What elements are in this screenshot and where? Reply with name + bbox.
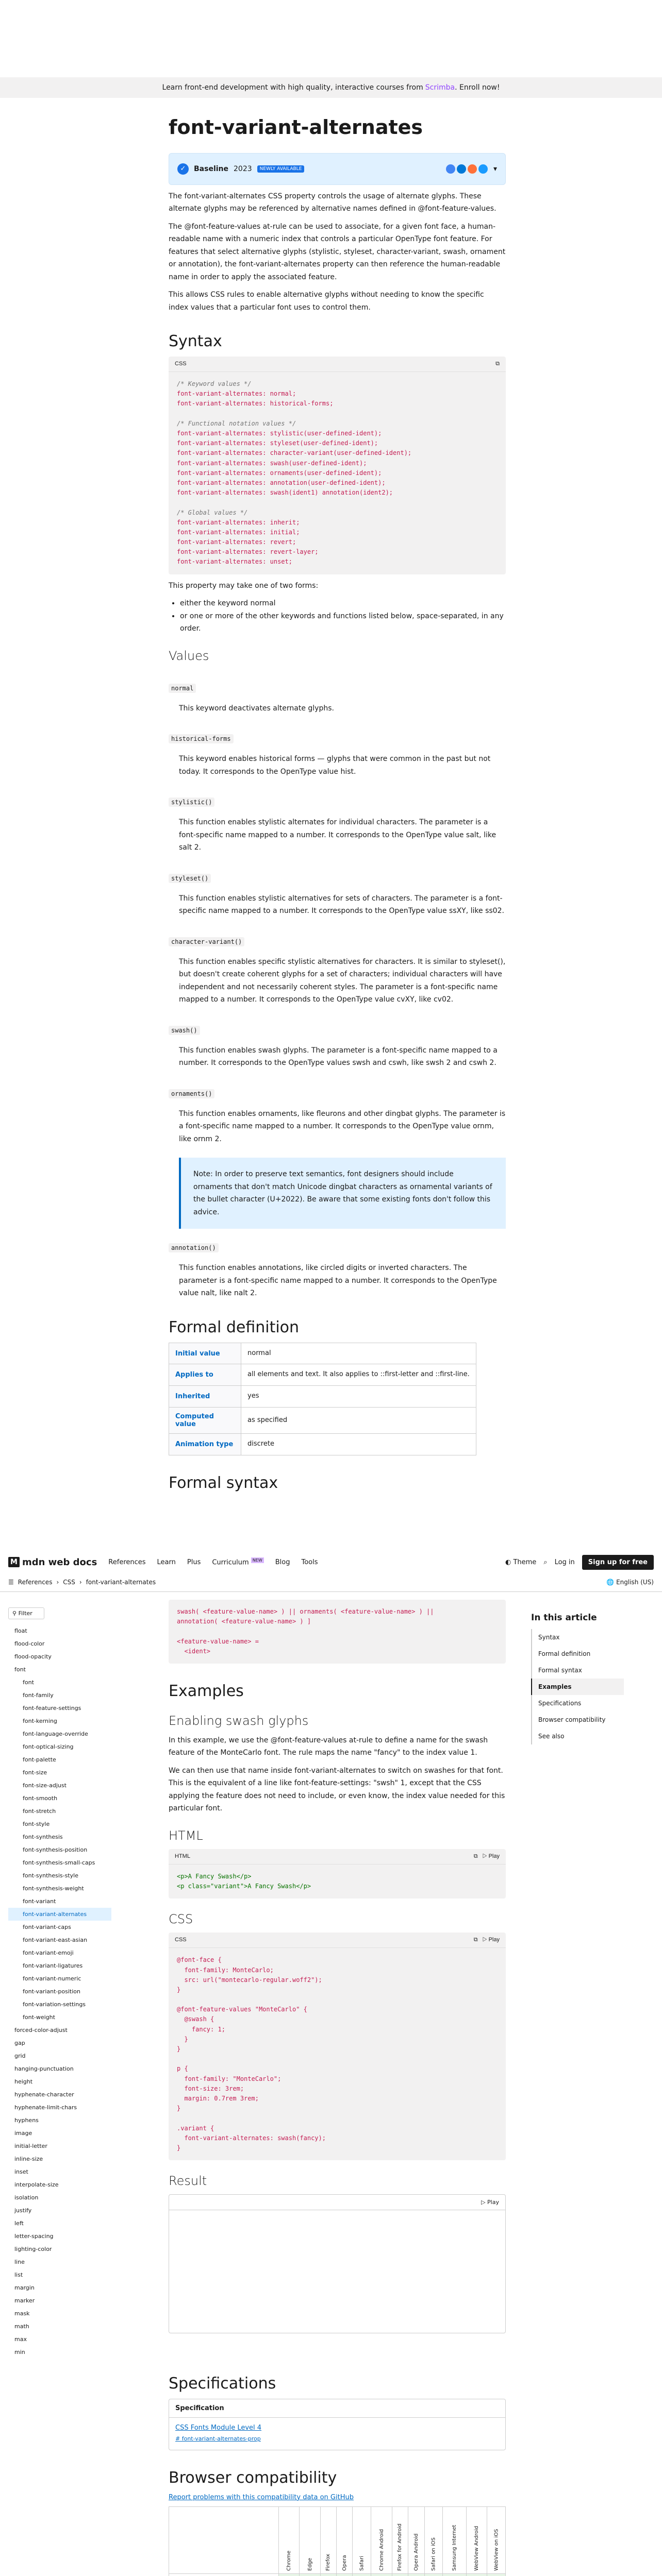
value-term: normal — [169, 684, 196, 693]
code-line: font-variant-alternates: character-variant(user-defined-ident); — [177, 449, 412, 457]
sidebar-item[interactable]: font-variant-alternates — [8, 1908, 111, 1921]
code-line: font-variant-alternates: styleset(user-defined-ident); — [177, 439, 378, 447]
forms-item: • or one or more of the other keywords and functions listed below, space-separated, in any order. — [180, 610, 506, 635]
compat-browser: WebView Android — [466, 2506, 487, 2573]
crumb-css[interactable]: CSS — [63, 1579, 75, 1586]
code-line — [177, 409, 498, 419]
annotation-value — [169, 1229, 506, 1300]
sidebar-item[interactable]: font-variant-emoji — [23, 1950, 74, 1956]
promo-banner — [0, 77, 662, 98]
sidebar-filter-input[interactable]: ⚲ Filter — [8, 1607, 44, 1619]
table-of-contents — [531, 1613, 624, 1744]
sidebar-item[interactable]: font-synthesis-style — [23, 1872, 78, 1879]
toc-list — [531, 1629, 624, 1744]
fd-key[interactable]: Applies to — [169, 1364, 241, 1386]
compat-browser: Safari — [353, 2506, 371, 2573]
code-line: font-variant-alternates: historical-forms; — [177, 400, 334, 408]
nav-tools[interactable]: Tools — [301, 1558, 318, 1566]
value-desc: This keyword deactivates alternate glyphs. — [179, 704, 334, 713]
sidebar-toggle-icon[interactable]: ☰ — [8, 1579, 14, 1586]
crumb-current[interactable]: font-variant-alternates — [86, 1579, 156, 1586]
nav-learn[interactable]: Learn — [157, 1558, 176, 1566]
compat-corner — [169, 2506, 279, 2573]
sidebar-list — [8, 1624, 111, 2359]
sidebar-item[interactable]: font-synthesis — [23, 1834, 63, 1840]
top-nav — [0, 1551, 662, 1573]
browser-icons — [446, 164, 497, 174]
value-item — [169, 923, 506, 1006]
code-line: } — [177, 2035, 188, 2043]
formal-syntax-code — [169, 1600, 506, 1664]
formal-definition-heading: Formal definition — [169, 1318, 300, 1336]
code-line: font-variant-alternates: swash(fancy); — [177, 2134, 326, 2142]
code-line: } — [177, 2045, 181, 2053]
formal-definition-table — [169, 1343, 476, 1455]
formal-syntax-body — [169, 1600, 506, 1664]
check-icon: ✓ — [177, 163, 189, 175]
search-icon[interactable]: ⌕ — [543, 1558, 548, 1566]
toc-item[interactable]: Syntax — [531, 1629, 624, 1646]
sidebar-item[interactable]: font-weight — [23, 2014, 55, 2021]
mdn-logo[interactable]: M mdn web docs — [8, 1557, 97, 1568]
syntax-code-body — [169, 372, 506, 574]
play-button[interactable]: ⧉ ▷ Play — [473, 1937, 500, 1943]
compat-browser: Chrome — [278, 2506, 300, 2573]
sidebar-item[interactable]: font-variant — [23, 1898, 56, 1905]
fd-key[interactable]: Computed value — [169, 1408, 241, 1434]
specs-col: Specification — [169, 2399, 505, 2418]
value-item — [169, 859, 506, 918]
banner-link[interactable]: Scrimba — [425, 83, 455, 92]
site-header — [0, 1551, 662, 1592]
login-link[interactable]: Log in — [554, 1558, 575, 1566]
sidebar-item[interactable]: hyphens — [14, 2117, 39, 2124]
value-term: stylistic() — [169, 798, 214, 807]
html-code: HTML ⧉ ▷ Play <p>A Fancy Swash</p> <p class="variant">A Fancy Swash</p> — [169, 1849, 506, 1899]
syntax-heading: Syntax — [169, 332, 222, 351]
result-heading: Result — [169, 2174, 207, 2189]
value-desc: This keyword enables historical forms — glyphs that were common in the past but not today. It corresponds to the OpenType value hist. — [179, 755, 491, 776]
sidebar-item[interactable]: font-feature-settings — [23, 1705, 81, 1711]
sidebar-item[interactable]: font-variation-settings — [23, 2001, 86, 2008]
code-line — [177, 1626, 498, 1636]
nav-plus[interactable]: Plus — [187, 1558, 201, 1566]
compat-browser: Firefox for Android — [392, 2506, 408, 2573]
code-line: <ident> — [177, 1647, 211, 1655]
fd-key[interactable]: Initial value — [169, 1343, 241, 1364]
compat-cell[interactable] — [424, 2573, 443, 2576]
sidebar-item[interactable]: font-variant-east-asian — [23, 1937, 88, 1943]
toc-item[interactable]: Browser compatibility — [531, 1711, 624, 1728]
baseline-label: Baseline — [194, 164, 229, 173]
sidebar-item[interactable]: isolation — [14, 2194, 39, 2201]
toc-item[interactable]: See also — [531, 1728, 624, 1744]
sidebar-item[interactable]: mask — [14, 2310, 30, 2317]
value-term: annotation() — [169, 1243, 219, 1252]
value-item — [169, 783, 506, 854]
nav-curriculum[interactable]: Curriculum $^{NEW}$ — [212, 1558, 263, 1566]
code-lang: CSS — [175, 361, 187, 367]
code-line: swash( <feature-value-name> ) || ornaments( <feature-value-name> ) || — [177, 1608, 434, 1615]
fd-key[interactable]: Inherited — [169, 1386, 241, 1408]
forms-item: • either the keyword normal — [180, 597, 506, 610]
sidebar-item[interactable]: hanging-punctuation — [14, 2065, 74, 2072]
sidebar-item[interactable]: math — [14, 2323, 29, 2330]
fd-row — [169, 1343, 476, 1364]
chrome-icon — [446, 164, 455, 174]
examples-p1: In this example, we use the @font-feature-values at-rule to define a name for the swash feature of the MonteCarlo font. The rule maps the name "fancy" to the index value 1. — [169, 1736, 488, 1757]
toc-item[interactable]: Specifications — [531, 1695, 624, 1711]
play-button[interactable]: ▷ Play — [481, 2199, 499, 2206]
value-item — [169, 669, 506, 715]
code-line: <p class="variant">A Fancy Swash</p> — [177, 1883, 311, 1890]
formal-syntax-heading: Formal syntax — [169, 1473, 278, 1492]
value-desc: This function enables stylistic alternates for individual characters. The parameter is a font-specific name mapped to a number. It corresponds to the OpenType value salt, like salt 2. — [179, 818, 496, 852]
language-select[interactable]: 🌐 English (US) — [606, 1579, 654, 1586]
sidebar-item[interactable]: font-stretch — [23, 1808, 56, 1815]
value-term-wrap — [169, 923, 506, 951]
intro-3: This allows CSS rules to enable alternative glyphs without needing to know the specific index values that a particular font uses to control them. — [169, 291, 484, 312]
examples-heading: Examples — [169, 1682, 244, 1700]
fd-key[interactable]: Animation type — [169, 1434, 241, 1455]
values-heading: Values — [169, 648, 209, 663]
value-term: historical-forms — [169, 734, 234, 743]
sidebar-item[interactable]: gap — [14, 2040, 25, 2046]
spec-link[interactable]: CSS Fonts Module Level 4 — [175, 2424, 262, 2432]
fd-row — [169, 1386, 476, 1408]
sidebar-item[interactable]: letter-spacing — [14, 2233, 54, 2240]
toc-item[interactable]: Examples — [531, 1679, 624, 1695]
code-line: font-variant-alternates: swash(user-defined-ident); — [177, 459, 367, 467]
value-desc: This function enables ornaments, like fleurons and other dingbat glyphs. The parameter is a font-specific name mapped to a number. It corresponds to the OpenType value ornm, like ornm 2. — [179, 1109, 506, 1143]
code-line: /* Keyword values */ — [177, 380, 252, 388]
sidebar-item[interactable]: font-synthesis-weight — [23, 1885, 84, 1892]
sidebar-item[interactable]: left — [14, 2220, 24, 2227]
main-content-top — [169, 116, 506, 1498]
compat-browser: Edge — [300, 2506, 321, 2573]
theme-toggle[interactable]: ◐ Theme — [505, 1558, 537, 1566]
specs-table — [169, 2399, 506, 2450]
sidebar-item[interactable]: font-variant-numeric — [23, 1975, 81, 1982]
sidebar-item[interactable]: hyphenate-character — [14, 2091, 74, 2098]
sidebar-item[interactable]: forced-color-adjust — [14, 2027, 68, 2033]
code-line: annotation( <feature-value-name> ) ] — [177, 1618, 311, 1625]
sidebar-item[interactable]: font-family — [23, 1692, 54, 1699]
play-button[interactable]: ⧉ ▷ Play — [473, 1853, 500, 1859]
sidebar-item[interactable]: font — [14, 1666, 26, 1673]
compat-browser: Chrome Android — [371, 2506, 392, 2573]
fd-row — [169, 1364, 476, 1386]
toc-title: In this article — [531, 1613, 597, 1623]
syntax-code — [169, 357, 506, 574]
compat-feature[interactable] — [169, 2573, 279, 2576]
forms-intro: This property may take one of two forms: — [169, 581, 319, 590]
value-item — [169, 1075, 506, 1146]
sidebar-item[interactable]: flood-color — [14, 1640, 45, 1647]
banner-suffix: . Enroll now! — [455, 83, 500, 92]
sidebar-item[interactable]: lighting-color — [14, 2246, 52, 2252]
code-line: @swash { — [177, 2015, 214, 2023]
code-line: font-variant-alternates: inherit; — [177, 518, 300, 526]
spec-anchor[interactable]: # font-variant-alternates-prop — [175, 2435, 261, 2442]
fd-value: normal — [241, 1343, 476, 1364]
code-line: font-family: "MonteCarlo"; — [177, 2075, 282, 2082]
nav-blog[interactable]: Blog — [275, 1558, 290, 1566]
code-line: font-variant-alternates: stylistic(user-defined-ident); — [177, 430, 382, 437]
code-line: } — [177, 1986, 181, 1993]
values-list — [169, 669, 506, 1146]
value-desc: This function enables swash glyphs. The parameter is a font-specific name mapped to a number. It corresponds to the OpenType values swsh and cswh, like swsh 2 and cswh 2. — [179, 1046, 498, 1067]
copy-icon[interactable]: ⧉ — [495, 361, 500, 367]
compat-cell[interactable] — [337, 2573, 353, 2576]
value-item — [169, 1011, 506, 1070]
value-term-wrap — [169, 720, 506, 748]
value-term: ornaments() — [169, 1089, 214, 1098]
breadcrumb: ☰ References › CSS › font-variant-alternates 🌐 English (US) — [8, 1579, 654, 1586]
sidebar-item[interactable]: font-size-adjust — [23, 1782, 67, 1789]
html-heading: HTML — [169, 1828, 203, 1843]
compat-browser: Opera Android — [408, 2506, 424, 2573]
code-line: font-variant-alternates: unset; — [177, 558, 292, 566]
sidebar-item[interactable]: list — [14, 2272, 23, 2278]
compat-header-row — [169, 2506, 506, 2573]
safari-icon — [478, 164, 488, 174]
code-line: } — [177, 2144, 181, 2151]
css-code-body — [169, 1948, 506, 2160]
sidebar — [8, 1607, 111, 2359]
compat-cell[interactable] — [320, 2573, 336, 2576]
fd-value: as specified — [241, 1408, 476, 1434]
value-term-wrap — [169, 1075, 506, 1103]
fd-value: all elements and text. It also applies to ::first-letter and ::first-line. — [241, 1364, 476, 1386]
intro-2: The @font-feature-values at-rule can be used to associate, for a given font face, a human-readable name with a numeric index that controls a particular OpenType font feature. For features that select alternative glyphs (stylistic, styleset, character-variant, swash, ornament or annotation), the font-variant-alternates property can then reference the human-readable name in order to apply the associated feature. — [169, 222, 506, 281]
sidebar-item[interactable]: min — [14, 2349, 25, 2355]
crumb-references[interactable]: References — [18, 1579, 53, 1586]
compat-cell[interactable] — [466, 2573, 487, 2576]
code-line: font-size: 3rem; — [177, 2084, 244, 2092]
sidebar-item[interactable]: font-language-override — [23, 1731, 88, 1737]
code-line: <p>A Fancy Swash</p> — [177, 1872, 252, 1880]
sidebar-item[interactable]: font-kerning — [23, 1718, 57, 1724]
value-term: styleset() — [169, 874, 211, 883]
code-line: src: url("montecarlo-regular.woff2"); — [177, 1976, 322, 1984]
css-heading: CSS — [169, 1912, 193, 1927]
code-line: <feature-value-name> = — [177, 1637, 259, 1645]
note-callout: Note: In order to preserve text semantics, font designers should include ornaments that don't match Unicode dingbat characters as ornamental variants of the bullet character (U+2022). Be aware that some existing fonts don't follow this advice. — [179, 1158, 506, 1229]
sidebar-item[interactable]: font — [23, 1679, 34, 1686]
compat-browser: WebView on iOS — [487, 2506, 506, 2573]
edge-icon — [457, 164, 466, 174]
value-desc: This function enables annotations, like circled digits or inverted characters. The parameter is a font-specific name mapped to a number. It corresponds to the OpenType value nalt, like nalt 2. — [179, 1264, 497, 1298]
toc-item[interactable]: Formal definition — [531, 1646, 624, 1662]
value-desc: This function enables specific stylistic alternatives for characters. It is similar to styleset(), but doesn't create coherent glyphs for a set of characters; individual characters will have independent and not necessarily coherent styles. The parameter is a font-specific name mapped to a number. It corresponds to the OpenType value cvXY, like cv02. — [179, 957, 506, 1004]
code-line: font-variant-alternates: ornaments(user-defined-ident); — [177, 469, 382, 477]
compat-cell[interactable] — [392, 2573, 408, 2576]
sidebar-item[interactable]: inline-size — [14, 2156, 43, 2162]
code-line — [177, 2113, 498, 2123]
code-line: @font-feature-values "MonteCarlo" { — [177, 2006, 307, 2013]
compat-cell[interactable] — [443, 2573, 466, 2576]
value-term: character-variant() — [169, 937, 244, 946]
fd-value: yes — [241, 1386, 476, 1408]
examples-subheading: Enabling swash glyphs — [169, 1713, 309, 1728]
compat-browser: Safari on iOS — [424, 2506, 443, 2573]
sidebar-item[interactable]: font-size — [23, 1769, 47, 1776]
baseline-badge: NEWLY AVAILABLE — [257, 165, 305, 173]
compat-cell[interactable] — [353, 2573, 371, 2576]
sidebar-item[interactable]: font-optical-sizing — [23, 1743, 74, 1750]
sidebar-item[interactable]: font-synthesis-position — [23, 1846, 88, 1853]
sidebar-item[interactable]: flood-opacity — [14, 1653, 52, 1660]
nav-references[interactable]: References — [108, 1558, 146, 1566]
sidebar-item[interactable]: image — [14, 2130, 32, 2137]
fd-row — [169, 1408, 476, 1434]
sidebar-item[interactable]: max — [14, 2336, 27, 2343]
sidebar-item[interactable]: font-variant-caps — [23, 1924, 71, 1930]
sidebar-item[interactable]: margin — [14, 2284, 35, 2291]
value-term-wrap — [169, 783, 506, 811]
code-line: margin: 0.7rem 3rem; — [177, 2094, 259, 2102]
fd-row — [169, 1434, 476, 1455]
value-term-wrap — [169, 859, 506, 887]
code-line: font-variant-alternates: revert; — [177, 538, 296, 546]
code-line: fancy: 1; — [177, 2025, 225, 2033]
compat-browser: Opera — [337, 2506, 353, 2573]
specs-heading: Specifications — [169, 2375, 276, 2393]
compat-browser: Firefox — [320, 2506, 336, 2573]
sidebar-item[interactable]: initial-letter — [14, 2143, 47, 2149]
value-term-wrap — [169, 1011, 506, 1039]
code-line: p { — [177, 2065, 188, 2073]
banner-text: Learn front-end development with high quality, interactive courses from — [162, 83, 423, 92]
fd-value: discrete — [241, 1434, 476, 1455]
code-line: font-variant-alternates: revert-layer; — [177, 548, 319, 556]
code-line: /* Functional notation values */ — [177, 419, 296, 427]
forms-list — [180, 597, 506, 635]
sidebar-item[interactable]: line — [14, 2259, 25, 2265]
signup-button[interactable]: Sign up for free — [582, 1555, 654, 1570]
code-line: /* Global values */ — [177, 509, 248, 516]
compat-row — [169, 2573, 506, 2576]
code-line: font-variant-alternates: normal; — [177, 390, 296, 398]
firefox-icon — [468, 164, 477, 174]
code-line — [177, 2054, 498, 2064]
chevron-down-icon[interactable]: ▾ — [493, 164, 497, 173]
sidebar-item[interactable]: float — [14, 1628, 27, 1634]
compat-cell[interactable] — [300, 2573, 321, 2576]
compat-cell[interactable] — [278, 2573, 300, 2576]
compat-cell[interactable] — [371, 2573, 392, 2576]
sidebar-item[interactable]: grid — [14, 2053, 26, 2059]
sidebar-item[interactable]: marker — [14, 2297, 35, 2304]
code-line: .variant { — [177, 2124, 214, 2132]
code-line: font-variant-alternates: annotation(user-defined-ident); — [177, 479, 386, 486]
value-term: swash() — [169, 1026, 200, 1035]
main-content-bottom — [169, 1595, 506, 2576]
result-frame[interactable] — [169, 2194, 506, 2333]
sidebar-item[interactable]: font-style — [23, 1821, 50, 1827]
sidebar-item[interactable]: font-palette — [23, 1756, 56, 1763]
html-code-body — [169, 1865, 506, 1899]
sidebar-item[interactable]: interpolate-size — [14, 2181, 59, 2188]
sidebar-item[interactable]: font-smooth — [23, 1795, 58, 1802]
value-item — [169, 720, 506, 778]
compat-cell[interactable] — [487, 2573, 506, 2576]
sidebar-item[interactable]: height — [14, 2078, 33, 2085]
code-line: font-variant-alternates: initial; — [177, 528, 300, 536]
code-line: font-family: MonteCarlo; — [177, 1966, 274, 1974]
sidebar-item[interactable]: hyphenate-limit-chars — [14, 2104, 77, 2111]
sidebar-item[interactable]: font-synthesis-small-caps — [23, 1859, 95, 1866]
toc-item[interactable]: Formal syntax — [531, 1662, 624, 1679]
value-term-wrap — [169, 669, 506, 697]
examples-p2: We can then use that name inside font-variant-alternates to switch on swashes for that font. This is the equivalent of a line like font-feature-settings: "swsh" 1, except that the CSS applying the feature does not need to include, or even know, the index value needed for this particular font. — [169, 1766, 505, 1813]
css-code: CSS ⧉ ▷ Play @font-face { font-family: MonteCarlo; src: url("montecarlo-regular.woff2"); } @font-feature-values "MonteCarlo" { @swash { fancy: 1; } } p { font-family: "MonteCarlo"; font-size: 3rem; margin: 0.7rem 3rem; } .variant { font-variant-alternates: swash(fancy); } — [169, 1933, 506, 2160]
intro-1: The font-variant-alternates CSS property controls the usage of alternate glyphs. These alternate glyphs may be referenced by alternative names defined in @font-feature-values. — [169, 192, 496, 213]
sidebar-item[interactable]: inset — [14, 2168, 28, 2175]
value-desc: This function enables stylistic alternatives for sets of characters. The parameter is a font-specific name mapped to a number. It corresponds to the OpenType value ssXY, like ss02. — [179, 894, 504, 916]
compat-table — [169, 2506, 506, 2576]
compat-heading: Browser compatibility — [169, 2468, 337, 2487]
sidebar-item[interactable]: font-variant-ligatures — [23, 1962, 83, 1969]
code-line: @font-face { — [177, 1956, 222, 1964]
code-line: font-variant-alternates: swash(ident1) annotation(ident2); — [177, 489, 393, 497]
compat-report-link[interactable]: Report problems with this compatibility data on GitHub — [169, 2493, 354, 2501]
baseline-year: 2023 — [234, 164, 252, 173]
sidebar-item[interactable]: font-variant-position — [23, 1988, 80, 1995]
code-line — [177, 1995, 498, 2005]
code-line: } — [177, 2105, 181, 2112]
sidebar-item[interactable]: justify — [14, 2207, 32, 2214]
baseline-box[interactable] — [169, 153, 506, 185]
compat-cell[interactable] — [408, 2573, 424, 2576]
code-line — [177, 498, 498, 507]
compat-browser: Samsung Internet — [443, 2506, 466, 2573]
page-title: font-variant-alternates — [169, 116, 423, 139]
